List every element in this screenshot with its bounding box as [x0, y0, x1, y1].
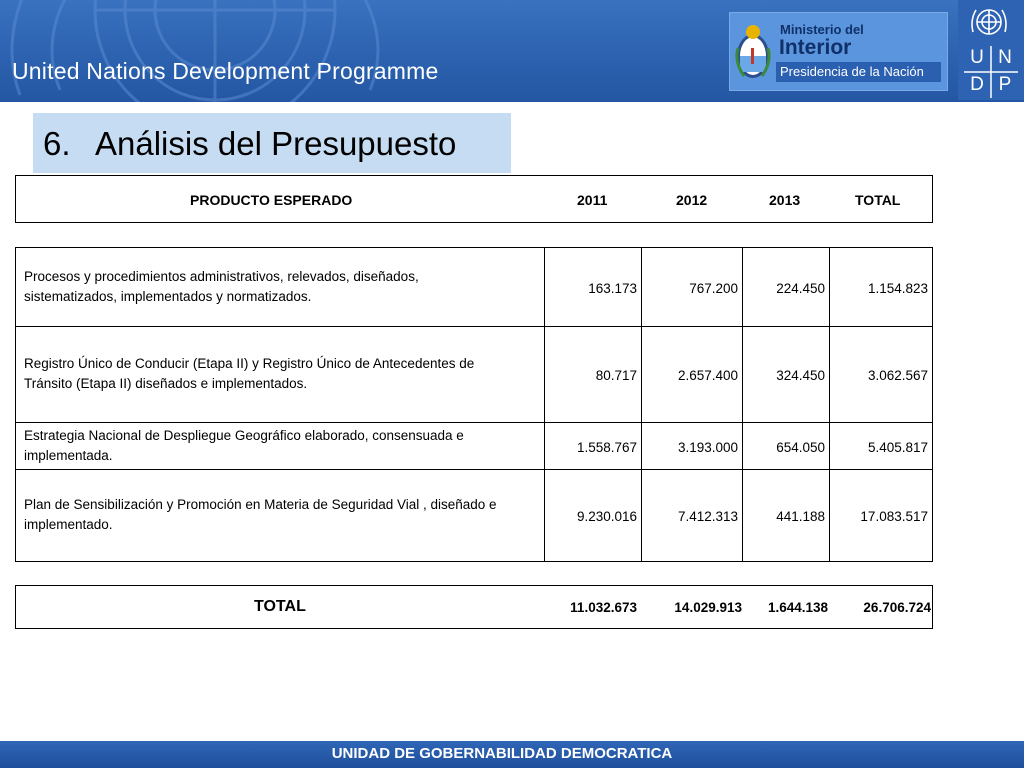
- cell-total: 17.083.517: [860, 509, 928, 524]
- row-description-line: Tránsito (Etapa II) diseñados e implementados.: [24, 376, 308, 391]
- page-title-text: Análisis del Presupuesto: [95, 125, 457, 162]
- un-emblem-icon: [968, 4, 1010, 42]
- cell-2011: 9.230.016: [576, 509, 637, 524]
- row-description-line: Estrategia Nacional de Despliegue Geográfico elaborado, consensuada e: [24, 428, 464, 443]
- total-2011: 11.032.673: [570, 600, 637, 615]
- column-header-producto: PRODUCTO ESPERADO: [190, 192, 353, 208]
- cell-2013: 224.450: [776, 281, 825, 296]
- ministry-line3: Presidencia de la Nación: [776, 62, 941, 82]
- org-title: United Nations Development Programme: [12, 58, 439, 84]
- ministry-line2: Interior: [779, 36, 852, 59]
- row-description: [24, 354, 474, 394]
- row-description-line: Registro Único de Conducir (Etapa II) y Registro Único de Antecedentes de: [24, 356, 475, 371]
- row-description-line: sistematizados, implementados y normatizados.: [24, 289, 312, 304]
- cell-2013: 441.188: [776, 509, 825, 524]
- cell-2011: 80.717: [595, 368, 637, 383]
- table-header: [15, 175, 933, 223]
- total-2012: 14.029.913: [674, 600, 742, 615]
- ministry-logo: [729, 12, 948, 91]
- column-header-2013: 2013: [769, 192, 801, 208]
- row-description: [24, 426, 464, 466]
- undp-letter-n: N: [998, 47, 1012, 68]
- row-description-line: Procesos y procedimientos administrativos, relevados, diseñados,: [24, 269, 419, 284]
- undp-letter-p: P: [998, 74, 1012, 95]
- row-description-line: Plan de Sensibilización y Promoción en Materia de Seguridad Vial , diseñado e: [24, 497, 497, 512]
- row-divider: [16, 422, 932, 423]
- cell-2012: 3.193.000: [677, 440, 738, 455]
- page-title-number: 6.: [43, 125, 71, 162]
- header-banner: [0, 0, 1024, 102]
- row-divider: [16, 469, 932, 470]
- column-header-total: TOTAL: [855, 192, 901, 208]
- cell-2013: 324.450: [776, 368, 825, 383]
- footer-bar: [0, 741, 1024, 768]
- cell-total: 1.154.823: [867, 281, 928, 296]
- row-description: [24, 267, 419, 307]
- row-description-line: implementada.: [24, 448, 113, 463]
- cell-total: 3.062.567: [867, 368, 928, 383]
- ministry-line1: Ministerio del: [780, 22, 864, 37]
- argentina-shield-icon: [734, 18, 772, 86]
- row-description-line: implementado.: [24, 517, 113, 532]
- footer-text: UNIDAD DE GOBERNABILIDAD DEMOCRATICA: [331, 745, 673, 762]
- undp-letter-u: U: [970, 47, 984, 68]
- cell-2012: 7.412.313: [677, 509, 738, 524]
- row-description: [24, 495, 497, 535]
- page-title: [33, 113, 511, 173]
- table-body: [15, 247, 933, 562]
- cell-2012: 767.200: [689, 281, 738, 296]
- undp-logo: [958, 0, 1024, 100]
- total-grand: 26.706.724: [863, 600, 931, 615]
- column-header-2011: 2011: [577, 192, 608, 208]
- cell-2011: 163.173: [588, 281, 637, 296]
- cell-2013: 654.050: [776, 440, 825, 455]
- un-emblem-watermark: [0, 0, 700, 102]
- table-totals: [15, 585, 933, 629]
- totals-label: TOTAL: [254, 598, 306, 615]
- cell-total: 5.405.817: [867, 440, 928, 455]
- total-2013: 1.644.138: [767, 600, 828, 615]
- cell-2012: 2.657.400: [677, 368, 738, 383]
- column-header-2012: 2012: [676, 192, 708, 208]
- undp-letter-d: D: [970, 74, 984, 95]
- row-divider: [16, 326, 932, 327]
- cell-2011: 1.558.767: [576, 440, 637, 455]
